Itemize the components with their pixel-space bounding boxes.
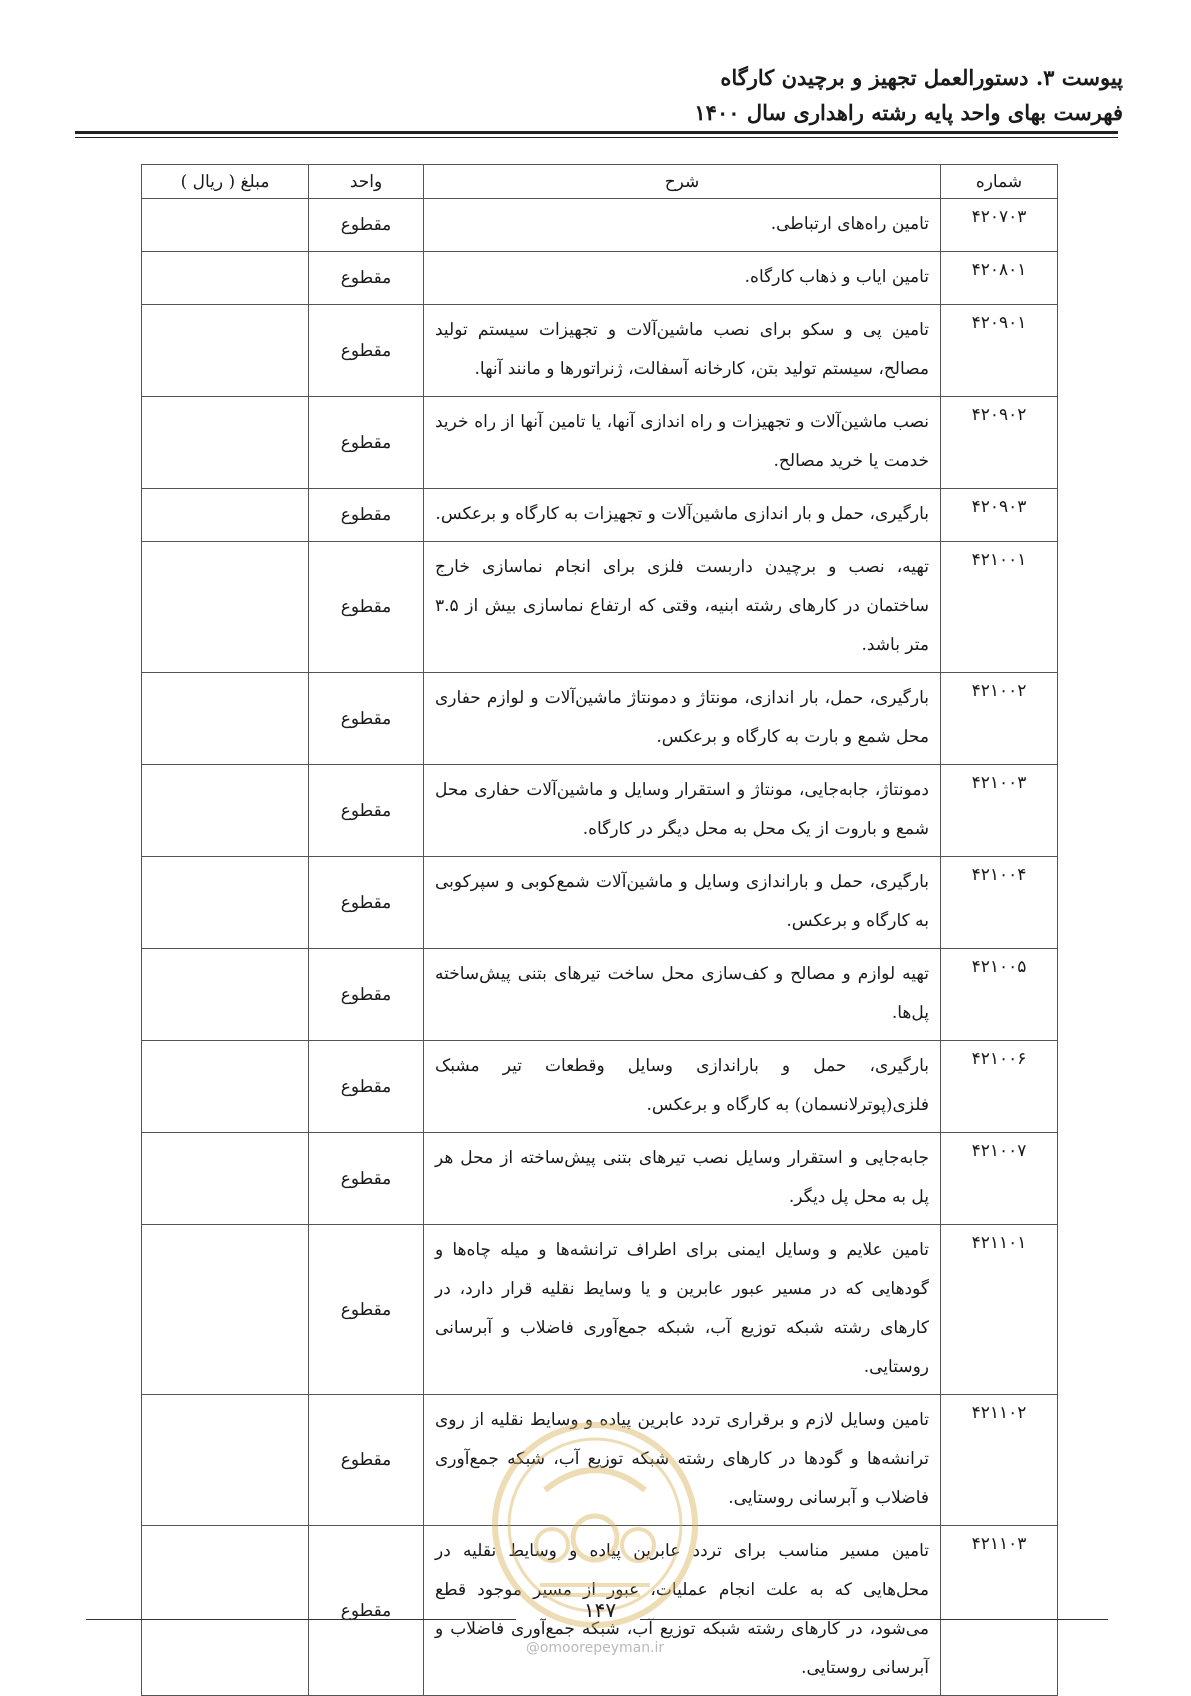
table-row (142, 305, 1058, 397)
header-subtitle: فهرست بهای واحد پایه رشته راهداری سال ۱۴۰۰ (694, 100, 1123, 125)
row-amount (142, 489, 309, 542)
row-description: تامین پی و سکو برای نصب ماشین‌آلات و تجهیزات سیستم تولید مصالح، سیستم تولید بتن، کارخانه آسفالت، ژنراتورها و مانند آنها. (424, 305, 941, 397)
row-code: ۴۲۱۱۰۱ (941, 1225, 1058, 1395)
row-amount (142, 765, 309, 857)
row-amount (142, 673, 309, 765)
row-code: ۴۲۱۰۰۳ (941, 765, 1058, 857)
row-amount (142, 949, 309, 1041)
table-row (142, 397, 1058, 489)
row-amount (142, 1041, 309, 1133)
footer-rule-right (640, 1619, 1108, 1620)
row-code: ۴۲۱۰۰۷ (941, 1133, 1058, 1225)
table-row (142, 673, 1058, 765)
row-unit: مقطوع (309, 199, 424, 252)
row-unit: مقطوع (309, 489, 424, 542)
header-description: شرح (424, 165, 941, 199)
watermark-url: @omoorepeyman.ir (525, 1640, 665, 1656)
row-unit: مقطوع (309, 1526, 424, 1696)
row-amount (142, 1133, 309, 1225)
row-description: جابه‌جایی و استقرار وسایل نصب تیرهای بتنی پیش‌ساخته از محل هر پل به محل پل دیگر. (424, 1133, 941, 1225)
row-description: تامین ایاب و ذهاب کارگاه. (424, 252, 941, 305)
row-code: ۴۲۱۰۰۶ (941, 1041, 1058, 1133)
row-unit: مقطوع (309, 542, 424, 673)
table-row (142, 199, 1058, 252)
row-description: تامین وسایل لازم و برقراری تردد عابرین پیاده و وسایط نقلیه از روی ترانشه‌ها و گودها در کارهای رشته شبکه توزیع آب، شبکه جمع‌آوری فاضلاب و آبرسانی روستایی. (424, 1395, 941, 1526)
row-code: ۴۲۱۰۰۲ (941, 673, 1058, 765)
header-amount: مبلغ ( ریال ) (142, 165, 309, 199)
row-unit: مقطوع (309, 305, 424, 397)
row-amount (142, 857, 309, 949)
row-description: دمونتاژ، جابه‌جایی، مونتاژ و استقرار وسایل و ماشین‌آلات حفاری محل شمع و باروت از یک محل به محل دیگر در کارگاه. (424, 765, 941, 857)
row-unit: مقطوع (309, 1225, 424, 1395)
table-row (142, 1133, 1058, 1225)
header-unit: واحد (309, 165, 424, 199)
row-code: ۴۲۱۰۰۱ (941, 542, 1058, 673)
table-row (142, 857, 1058, 949)
row-code: ۴۲۰۷۰۳ (941, 199, 1058, 252)
row-code: ۴۲۰۹۰۱ (941, 305, 1058, 397)
table-row (142, 542, 1058, 673)
table-row (142, 252, 1058, 305)
table-row (142, 1225, 1058, 1395)
table-row (142, 949, 1058, 1041)
row-unit: مقطوع (309, 673, 424, 765)
row-description: تامین علایم و وسایل ایمنی برای اطراف ترانشه‌ها و میله چاه‌ها و گودهایی که در مسیر عبور عابرین و یا وسایط نقلیه قرار دارد، در کارهای رشته شبکه توزیع آب، شبکه جمع‌آوری فاضلاب و آبرسانی روستایی. (424, 1225, 941, 1395)
row-description: تهیه، نصب و برچیدن داربست فلزی برای انجام نماسازی خارج ساختمان در کارهای رشته ابنیه، وقتی که ارتفاع نماسازی بیش از ۳.۵ متر باشد. (424, 542, 941, 673)
row-unit: مقطوع (309, 949, 424, 1041)
row-unit: مقطوع (309, 1133, 424, 1225)
row-amount (142, 397, 309, 489)
page-number: ۱۴۷ (583, 1598, 617, 1622)
row-code: ۴۲۰۸۰۱ (941, 252, 1058, 305)
row-description: تهیه لوازم و مصالح و کف‌سازی محل ساخت تیرهای بتنی پیش‌ساخته پل‌ها. (424, 949, 941, 1041)
row-unit: مقطوع (309, 1395, 424, 1526)
row-code: ۴۲۰۹۰۳ (941, 489, 1058, 542)
row-code: ۴۲۱۰۰۵ (941, 949, 1058, 1041)
row-amount (142, 1395, 309, 1526)
row-code: ۴۲۱۱۰۲ (941, 1395, 1058, 1526)
header-rule-thick (75, 131, 1118, 134)
row-unit: مقطوع (309, 252, 424, 305)
footer-rule-left (86, 1619, 516, 1620)
row-amount (142, 252, 309, 305)
header-rule-thin (75, 137, 1118, 138)
row-unit: مقطوع (309, 765, 424, 857)
page-header (694, 58, 1123, 128)
row-description: بارگیری، حمل و بار اندازی ماشین‌آلات و تجهیزات به کارگاه و برعکس. (424, 489, 941, 542)
row-unit: مقطوع (309, 1041, 424, 1133)
row-unit: مقطوع (309, 857, 424, 949)
row-amount (142, 1526, 309, 1696)
row-code: ۴۲۱۱۰۳ (941, 1526, 1058, 1696)
row-unit: مقطوع (309, 397, 424, 489)
table-row (142, 1041, 1058, 1133)
row-description: بارگیری، حمل و باراندازی وسایل و ماشین‌آلات شمع‌کوبی و سپرکوبی به کارگاه و برعکس. (424, 857, 941, 949)
row-code: ۴۲۱۰۰۴ (941, 857, 1058, 949)
row-amount (142, 199, 309, 252)
row-amount (142, 542, 309, 673)
table-header-row (142, 165, 1058, 199)
table-row (142, 489, 1058, 542)
table-row (142, 765, 1058, 857)
row-amount (142, 305, 309, 397)
header-number: شماره (941, 165, 1058, 199)
row-code: ۴۲۰۹۰۲ (941, 397, 1058, 489)
row-description: نصب ماشین‌آلات و تجهیزات و راه اندازی آنها، یا تامین آنها از راه خرید خدمت یا خرید مصالح. (424, 397, 941, 489)
row-amount (142, 1225, 309, 1395)
row-description: تامین راه‌های ارتباطی. (424, 199, 941, 252)
header-title: پیوست ۳. دستورالعمل تجهیز و برچیدن کارگاه (720, 65, 1123, 90)
row-description: تامین مسیر مناسب برای تردد عابرین پیاده و وسایط نقلیه در محل‌هایی که به علت انجام عملیات، عبور از مسیر موجود قطع می‌شود، در کارهای رشته شبکه توزیع آب، شبکه جمع‌آوری فاضلاب و آبرسانی روستایی. (424, 1526, 941, 1696)
row-description: بارگیری، حمل و باراندازی وسایل وقطعات تیر مشبک فلزی(پوترلانسمان) به کارگاه و برعکس. (424, 1041, 941, 1133)
row-description: بارگیری، حمل، بار اندازی، مونتاژ و دمونتاژ ماشین‌آلات و لوازم حفاری محل شمع و بارت به کارگاه و برعکس. (424, 673, 941, 765)
